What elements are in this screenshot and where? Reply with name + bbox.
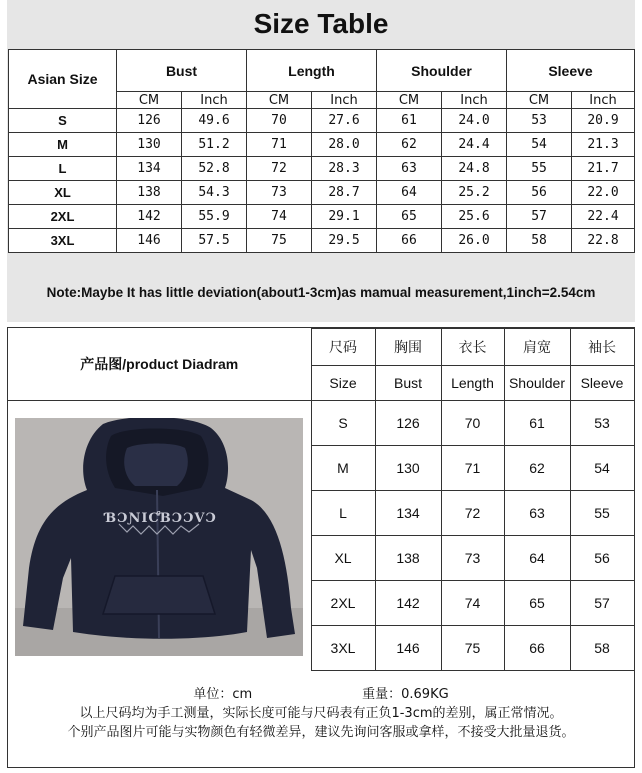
product-size-panel [7, 327, 635, 768]
size-label: 2XL [9, 205, 117, 229]
size-value: 56 [507, 181, 572, 205]
asian-size-table [8, 49, 635, 253]
size-value: 66 [504, 626, 570, 671]
size-value: 25.2 [442, 181, 507, 205]
en-header: Size [311, 366, 375, 401]
size-value: 75 [441, 626, 504, 671]
size-value: 130 [117, 133, 182, 157]
unit-header: CM [507, 92, 572, 109]
sleeve-header: Sleeve [507, 50, 635, 92]
color-disclaimer: 个别产品图片可能与实物颜色有轻微差异，建议先询问客服或拿样，不接受大批量退货。 [67, 725, 575, 740]
size-value: 22.4 [572, 205, 635, 229]
unit-header: Inch [182, 92, 247, 109]
hoodie-product-photo [15, 418, 303, 656]
size-value: 58 [570, 626, 634, 671]
size-value: 21.7 [572, 157, 635, 181]
size-value: 71 [441, 446, 504, 491]
size-label: 3XL [311, 626, 375, 671]
size-value: 28.7 [312, 181, 377, 205]
svg-text:ƁƆƝIƇƁƆƆVƆ: ƁƆƝIƇƁƆƆVƆ [105, 511, 217, 526]
size-value: 56 [570, 536, 634, 581]
size-label: 3XL [9, 229, 117, 253]
size-value: 58 [507, 229, 572, 253]
unit-header: CM [247, 92, 312, 109]
size-value: 74 [247, 205, 312, 229]
weight-text: 重量：0.69KG [362, 687, 449, 702]
size-value: 21.3 [572, 133, 635, 157]
measurement-disclaimer: 以上尺码均为手工测量，实际长度可能与尺码表有正负1-3cm的差别，属正常情况。 [79, 706, 563, 721]
unit-header: CM [117, 92, 182, 109]
size-value: 28.0 [312, 133, 377, 157]
cn-header: 尺码 [311, 329, 375, 366]
size-value: 142 [117, 205, 182, 229]
size-label: M [9, 133, 117, 157]
size-value: 138 [375, 536, 441, 581]
size-row [9, 109, 635, 133]
size-value: 57 [507, 205, 572, 229]
size-row [9, 229, 635, 253]
size-value: 22.0 [572, 181, 635, 205]
size-value: 146 [375, 626, 441, 671]
bust-header: Bust [117, 50, 247, 92]
size-value: 126 [117, 109, 182, 133]
size-row [9, 205, 635, 229]
size-value: 26.0 [442, 229, 507, 253]
size-value: 22.8 [572, 229, 635, 253]
size-value: 71 [247, 133, 312, 157]
size-value: 134 [375, 491, 441, 536]
size-value: 65 [377, 205, 442, 229]
size-value: 62 [377, 133, 442, 157]
size-value: 134 [117, 157, 182, 181]
size-value: 61 [377, 109, 442, 133]
size-value: 28.3 [312, 157, 377, 181]
size-value: 74 [441, 581, 504, 626]
size-value: 54 [570, 446, 634, 491]
size-value: 54.3 [182, 181, 247, 205]
en-header: Bust [375, 366, 441, 401]
product-diagram-label: 产品图/product Diadram [8, 329, 311, 401]
unit-header: Inch [312, 92, 377, 109]
size-value: 27.6 [312, 109, 377, 133]
size-value: 138 [117, 181, 182, 205]
size-value: 64 [377, 181, 442, 205]
size-value: 66 [377, 229, 442, 253]
cn-header: 衣长 [441, 329, 504, 366]
size-value: 62 [504, 446, 570, 491]
asian-size-header: Asian Size [9, 50, 117, 109]
size-value: 25.6 [442, 205, 507, 229]
unit-text: 单位：cm [193, 687, 253, 702]
size-value: 49.6 [182, 109, 247, 133]
size-row [9, 133, 635, 157]
size-value: 64 [504, 536, 570, 581]
size-value: 61 [504, 401, 570, 446]
unit-header: Inch [572, 92, 635, 109]
size-value: 73 [247, 181, 312, 205]
footer-notes [8, 685, 634, 742]
page-title: Size Table [253, 8, 389, 39]
size-value: 75 [247, 229, 312, 253]
measurement-note: Note:Maybe It has little deviation(about1-3cm)as mamual measurement,1inch=2.54cm [46, 285, 596, 300]
size-value: 65 [504, 581, 570, 626]
en-header: Length [441, 366, 504, 401]
size-value: 24.8 [442, 157, 507, 181]
size-value: 51.2 [182, 133, 247, 157]
size-label: L [311, 491, 375, 536]
size-value: 70 [247, 109, 312, 133]
size-label: XL [311, 536, 375, 581]
size-value: 55.9 [182, 205, 247, 229]
size-value: 52.8 [182, 157, 247, 181]
shoulder-header: Shoulder [377, 50, 507, 92]
size-label: 2XL [311, 581, 375, 626]
size-value: 29.1 [312, 205, 377, 229]
size-label: XL [9, 181, 117, 205]
asian-size-rows [9, 109, 635, 253]
cn-header: 肩宽 [504, 329, 570, 366]
size-row [9, 157, 635, 181]
size-value: 57.5 [182, 229, 247, 253]
size-label: L [9, 157, 117, 181]
size-value: 54 [507, 133, 572, 157]
size-value: 24.0 [442, 109, 507, 133]
cn-header: 胸围 [375, 329, 441, 366]
size-value: 57 [570, 581, 634, 626]
size-value: 72 [441, 491, 504, 536]
size-value: 53 [570, 401, 634, 446]
size-value: 55 [570, 491, 634, 536]
unit-header: CM [377, 92, 442, 109]
size-value: 53 [507, 109, 572, 133]
en-header: Shoulder [504, 366, 570, 401]
size-row [9, 181, 635, 205]
size-label: S [311, 401, 375, 446]
en-header: Sleeve [570, 366, 634, 401]
size-value: 73 [441, 536, 504, 581]
size-value: 130 [375, 446, 441, 491]
size-value: 55 [507, 157, 572, 181]
size-value: 63 [377, 157, 442, 181]
size-label: M [311, 446, 375, 491]
unit-header: Inch [442, 92, 507, 109]
length-header: Length [247, 50, 377, 92]
size-value: 29.5 [312, 229, 377, 253]
size-value: 142 [375, 581, 441, 626]
size-value: 146 [117, 229, 182, 253]
cn-header: 袖长 [570, 329, 634, 366]
size-value: 24.4 [442, 133, 507, 157]
size-value: 20.9 [572, 109, 635, 133]
size-value: 70 [441, 401, 504, 446]
size-value: 126 [375, 401, 441, 446]
size-value: 63 [504, 491, 570, 536]
size-label: S [9, 109, 117, 133]
size-value: 72 [247, 157, 312, 181]
